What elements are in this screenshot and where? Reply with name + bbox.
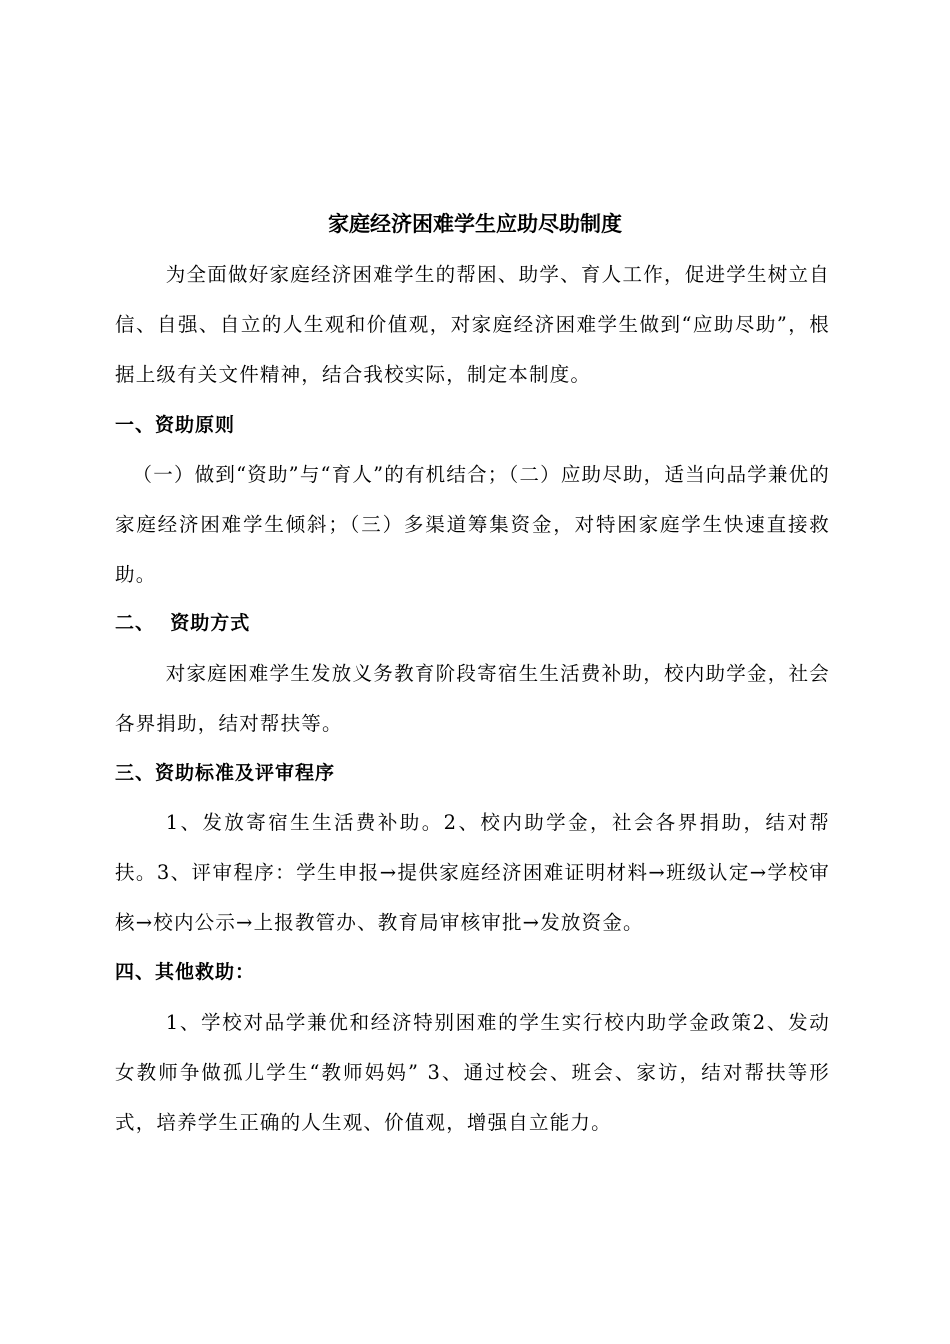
document-title: 家庭经济困难学生应助尽助制度 xyxy=(328,212,622,236)
section-2-body: 对家庭困难学生发放义务教育阶段寄宿生生活费补助，校内助学金，社会各界捐助，结对帮扶等。 xyxy=(115,662,830,735)
section-1-heading: 一、资助原则 xyxy=(115,414,236,436)
section-3-body: 1、发放寄宿生生活费补助。2、校内助学金，社会各界捐助，结对帮扶。3、评审程序：学生申报→提供家庭经济困难证明材料→班级认定→学校审核→校内公示→上报教管办、教育局审核审批→发放资金。 xyxy=(115,811,830,934)
intro-paragraph: 为全面做好家庭经济困难学生的帮困、助学、育人工作，促进学生树立自信、自强、自立的人生观和价值观，对家庭经济困难学生做到“应助尽助”，根据上级有关文件精神，结合我校实际，制定本制度。 xyxy=(115,263,830,386)
section-3-heading: 三、资助标准及评审程序 xyxy=(115,762,336,784)
section-4-heading: 四、其他救助： xyxy=(115,961,256,983)
section-2-heading: 二、 资助方式 xyxy=(115,612,251,634)
section-4-body: 1、学校对品学兼优和经济特别困难的学生实行校内助学金政策2、发动女教师争做孤儿学生“教师妈妈” 3、通过校会、班会、家访，结对帮扶等形式，培养学生正确的人生观、价值观，增强自立能力。 xyxy=(115,1011,830,1134)
section-1-body: （一）做到“资助”与“育人”的有机结合；（二）应助尽助，适当向品学兼优的家庭经济困难学生倾斜；（三）多渠道筹集资金，对特困家庭学生快速直接救助。 xyxy=(115,463,830,586)
